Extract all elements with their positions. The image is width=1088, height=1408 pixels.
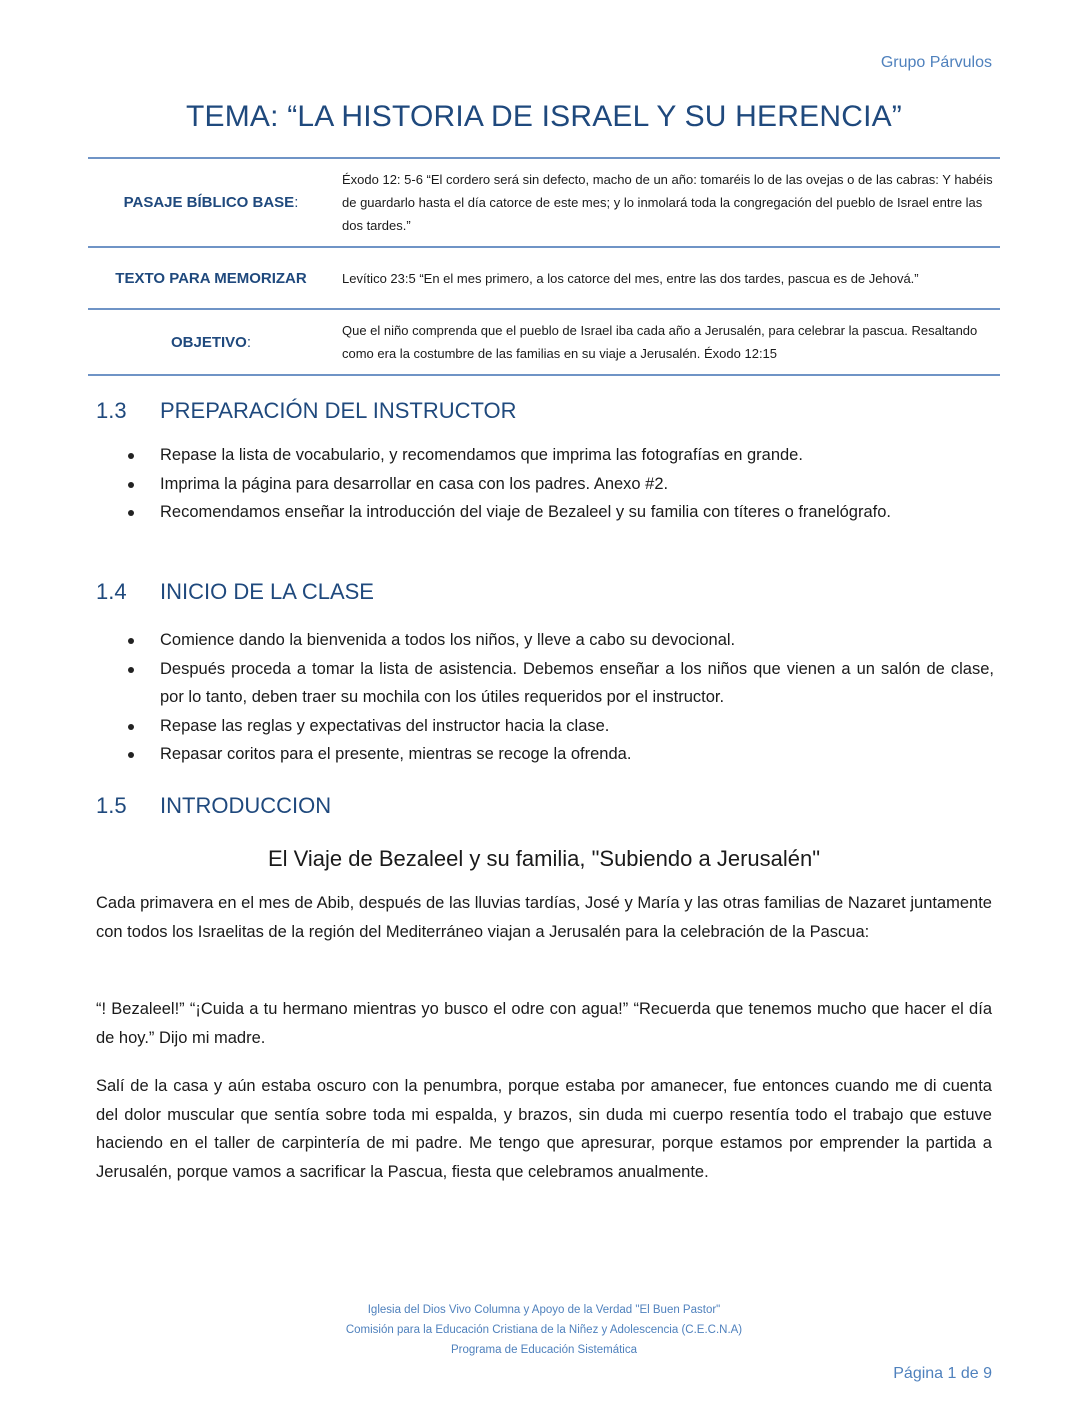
list-item: Repasar coritos para el presente, mientras se recoge la ofrenda. (128, 740, 994, 769)
list-item: Imprima la página para desarrollar en casa con los padres. Anexo #2. (128, 470, 994, 499)
page-number: Página 1 de 9 (893, 1365, 992, 1382)
section-title: INICIO DE LA CLASE (160, 579, 374, 604)
list-item: Recomendamos enseñar la introducción del viaje de Bezaleel y su familia con títeres o franelógrafo. (128, 498, 994, 527)
section-number: 1.3 (96, 398, 127, 423)
row-value: Éxodo 12: 5-6 “El cordero será sin defecto, macho de un año: tomaréis lo de las ovejas o de las cabras: Y habéis de guardarlo hasta el día catorce de este mes; y lo inmolará toda la congregación del pueblo de Israel entre las dos tardes.” (342, 172, 993, 233)
section-heading (96, 398, 517, 424)
row-value: Levítico 23:5 “En el mes primero, a los catorce del mes, entre las dos tardes, pascua es de Jehová.” (342, 270, 919, 286)
story-paragraph: Salí de la casa y aún estaba oscuro con la penumbra, porque estaba por amanecer, fue entonces cuando me di cuenta del dolor muscular que sentía sobre toda mi espalda, y brazos, sin duda mi cuerpo resentía todo el trabajo que estuve haciendo en el taller de carpintería de mi padre. Me tengo que apresurar, porque estamos por emprender la partida a Jerusalén, porque vamos a sacrificar la Pascua, fiesta que celebramos anualmente. (96, 1077, 992, 1181)
section-title: PREPARACIÓN DEL INSTRUCTOR (160, 398, 517, 423)
bullet-icon (128, 638, 134, 644)
row-label: OBJETIVO: (170, 333, 252, 351)
table-row (88, 309, 1000, 375)
table-row (88, 247, 1000, 309)
footer-line: Programa de Educación Sistemática (450, 1344, 637, 1356)
story-paragraph: “! Bezaleel!” “¡Cuida a tu hermano mientras yo busco el odre con agua!” “Recuerda que tenemos mucho que hacer el día de hoy.” Dijo mi madre. (96, 1000, 992, 1047)
bullet-icon (128, 453, 134, 459)
row-label: PASAJE BÍBLICO BASE: (123, 194, 299, 211)
row-value: Que el niño comprenda que el pueblo de Israel iba cada año a Jerusalén, para celebrar la pascua. Resaltando como era la costumbre de las familias en su viaje a Jerusalén. Éxodo 12:15 (342, 323, 978, 361)
bullet-icon (128, 510, 134, 516)
page-title: TEMA: “LA HISTORIA DE ISRAEL Y SU HERENCIA” (185, 100, 903, 133)
story-title: El Viaje de Bezaleel y su familia, "Subiendo a Jerusalén" (267, 846, 821, 871)
footer-line: Comisión para la Educación Cristiana de la Niñez y Adolescencia (C.E.C.N.A) (345, 1324, 743, 1336)
bullet-list (128, 441, 994, 527)
section-heading (96, 793, 331, 819)
section-number: 1.5 (96, 793, 127, 818)
bullet-icon (128, 482, 134, 488)
header-group-label: Grupo Párvulos (880, 54, 992, 71)
bullet-list (128, 626, 994, 769)
section-heading (96, 579, 374, 605)
lesson-info-table (88, 157, 1000, 376)
row-label: TEXTO PARA MEMORIZAR (115, 269, 307, 287)
footer-line: Iglesia del Dios Vivo Columna y Apoyo de la Verdad "El Buen Pastor" (367, 1304, 721, 1316)
story-paragraph: Cada primavera en el mes de Abib, después de las lluvias tardías, José y María y las otras familias de Nazaret juntamente con todos los Israelitas de la región del Mediterráneo viajan a Jerusalén para la celebración de la Pascua: (96, 894, 992, 941)
list-item: Después proceda a tomar la lista de asistencia. Debemos enseñar a los niños que vienen a un salón de clase, por lo tanto, deben traer su mochila con los útiles requeridos por el instructor. (128, 655, 994, 712)
footer (88, 1300, 1000, 1360)
bullet-icon (128, 724, 134, 730)
list-item: Comience dando la bienvenida a todos los niños, y lleve a cabo su devocional. (128, 626, 994, 655)
section-number: 1.4 (96, 579, 127, 604)
bullet-icon (128, 667, 134, 673)
table-row (88, 158, 1000, 247)
section-title: INTRODUCCION (160, 793, 332, 818)
bullet-icon (128, 752, 134, 758)
list-item: Repase las reglas y expectativas del instructor hacia la clase. (128, 712, 994, 741)
list-item: Repase la lista de vocabulario, y recomendamos que imprima las fotografías en grande. (128, 441, 994, 470)
